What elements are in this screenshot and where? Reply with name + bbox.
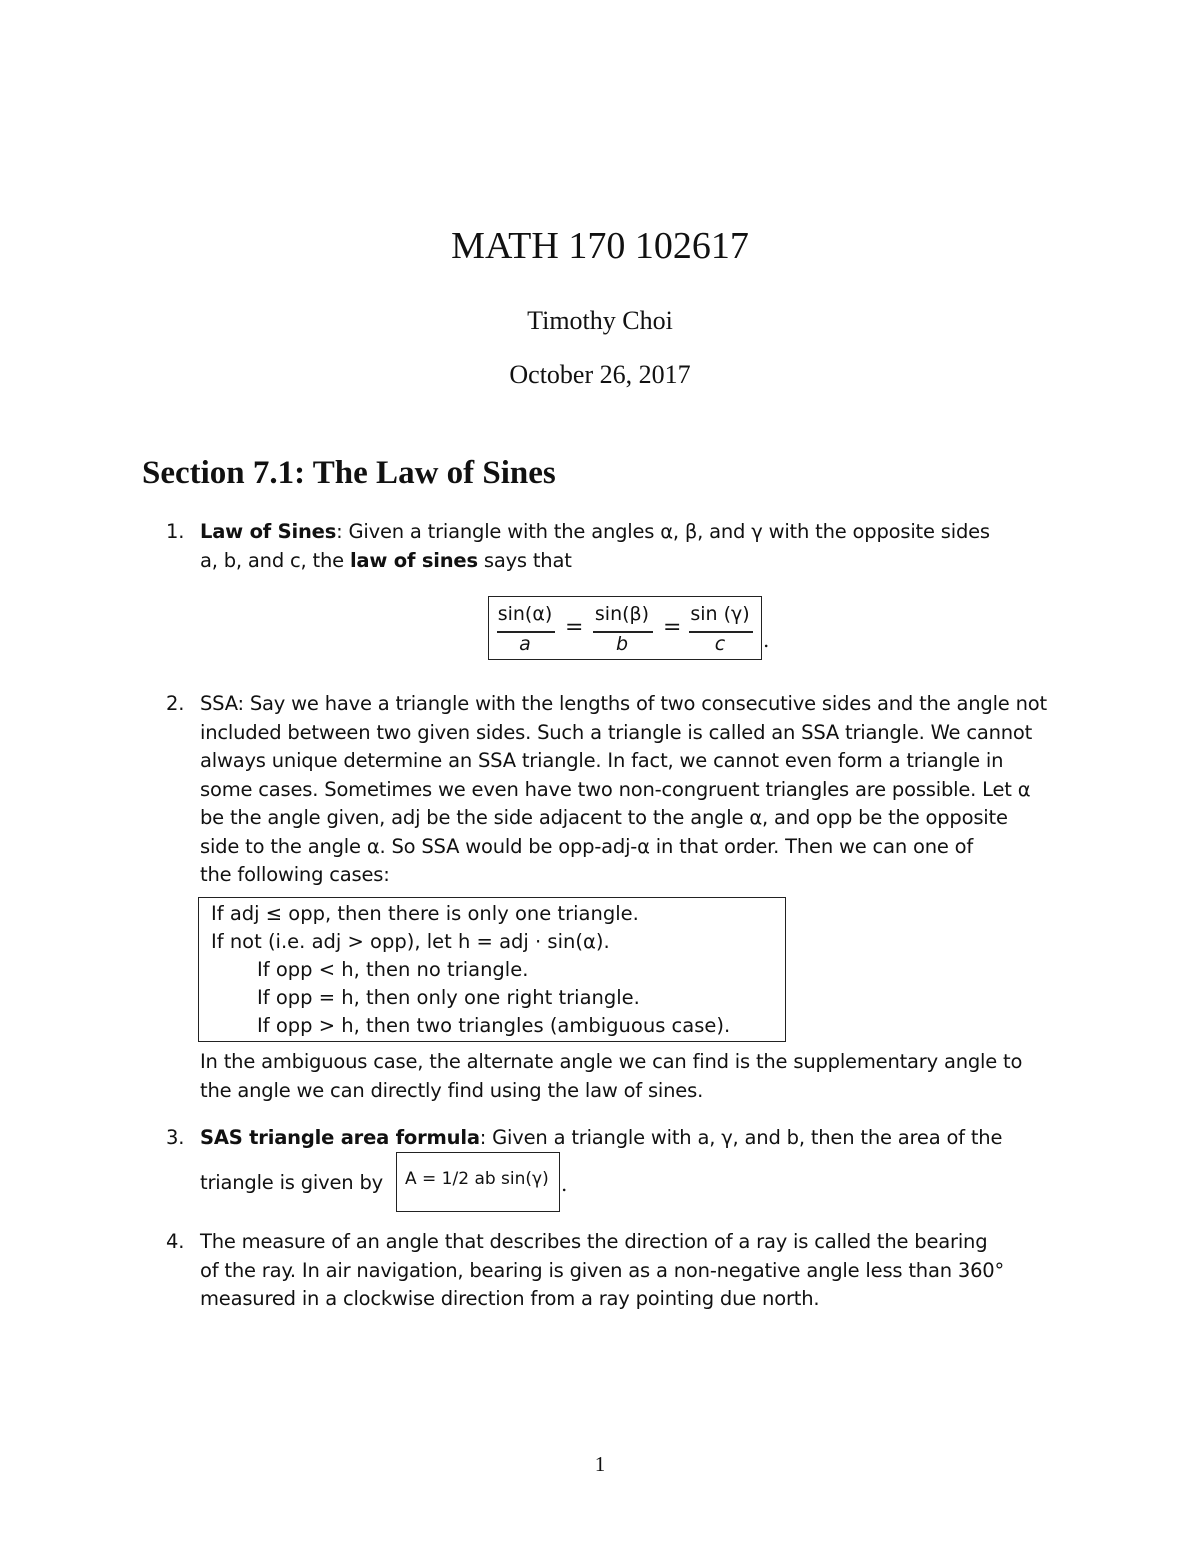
item-text-line: some cases. Sometimes we even have two non-congruent triangles are possible. Let α bbox=[200, 777, 1031, 801]
section-title: Section 7.1: The Law of Sines bbox=[142, 455, 556, 491]
sas-area-formula-box bbox=[396, 1152, 560, 1212]
case-line: If opp < h, then no triangle. bbox=[257, 958, 529, 981]
item-text: says that bbox=[483, 548, 572, 572]
document-author: Timothy Choi bbox=[527, 306, 673, 335]
numerator-sin-beta: sin(β) bbox=[594, 603, 650, 625]
case-line: If adj ≤ opp, then there is only one triangle. bbox=[211, 902, 639, 925]
item-text-line: be the angle given, adj be the side adjacent to the angle α, and opp be the opposite bbox=[200, 806, 1008, 829]
item-text: triangle is given by bbox=[200, 1171, 383, 1194]
numerator-sin-gamma: sin (γ) bbox=[690, 603, 750, 625]
document-title: MATH 170 102617 bbox=[451, 225, 749, 267]
denominator-b: b bbox=[615, 633, 629, 655]
item-text-line: included between two given sides. Such a triangle is called an SSA triangle. We cannot bbox=[200, 720, 1033, 744]
sas-area-formula: A = 1/2 ab sin(γ) bbox=[405, 1169, 549, 1189]
case-line: If opp > h, then two triangles (ambiguous case). bbox=[257, 1014, 731, 1037]
item-text: : Given a triangle with a, γ, and b, then the area of the bbox=[479, 1126, 1003, 1149]
ssa-cases-box bbox=[198, 897, 786, 1042]
item-text-line: the angle we can directly find using the law of sines. bbox=[200, 1078, 704, 1102]
item-text-line: of the ray. In air navigation, bearing is given as a non-negative angle less than 360° bbox=[200, 1258, 1005, 1282]
term-law-of-sines: Law of Sines bbox=[200, 520, 337, 543]
denominator-a: a bbox=[519, 633, 531, 655]
sas-area-line2 bbox=[168, 1169, 1063, 1198]
document-date: October 26, 2017 bbox=[509, 360, 691, 389]
list-item-ssa bbox=[168, 690, 1063, 890]
list-item-bearing bbox=[168, 1228, 1063, 1314]
list-item-sas-area bbox=[168, 1124, 1063, 1153]
item-text-line: the following cases: bbox=[200, 863, 390, 886]
equals-sign: = bbox=[663, 615, 682, 640]
page-number: 1 bbox=[594, 1452, 606, 1476]
denominator-c: c bbox=[714, 633, 726, 655]
case-line: If not (i.e. adj > opp), let h = adj · sin(α). bbox=[211, 930, 610, 953]
item-number: 2. bbox=[166, 692, 185, 715]
term-sas-area-formula: SAS triangle area formula bbox=[200, 1126, 480, 1149]
formula-period: . bbox=[763, 628, 770, 652]
term-law-of-sines-inline: law of sines bbox=[349, 548, 478, 572]
law-of-sines-formula-box bbox=[488, 596, 762, 660]
equals-sign: = bbox=[565, 615, 584, 640]
list-item-law-of-sines bbox=[168, 518, 1063, 575]
formula-period: . bbox=[561, 1172, 568, 1196]
item-text-line: SSA: Say we have a triangle with the lengths of two consecutive sides and the angle not bbox=[200, 692, 1047, 715]
item-text: : Given a triangle with the angles α, β, and γ with the opposite sides bbox=[336, 520, 990, 543]
item-text-line: always unique determine an SSA triangle. In fact, we cannot even form a triangle in bbox=[200, 749, 1004, 772]
ssa-ambiguous-note bbox=[168, 1048, 1063, 1105]
item-text-line: In the ambiguous case, the alternate angle we can find is the supplementary angle to bbox=[200, 1050, 1023, 1073]
item-text-line: The measure of an angle that describes the direction of a ray is called the bearing bbox=[200, 1230, 988, 1253]
item-number: 3. bbox=[166, 1126, 185, 1149]
item-text: a, b, and c, the bbox=[200, 548, 344, 572]
case-line: If opp = h, then only one right triangle. bbox=[257, 986, 640, 1009]
numerator-sin-alpha: sin(α) bbox=[497, 603, 553, 625]
item-number: 4. bbox=[166, 1230, 185, 1253]
item-text-line: measured in a clockwise direction from a ray pointing due north. bbox=[200, 1287, 820, 1310]
item-number: 1. bbox=[166, 520, 185, 543]
item-text-line: side to the angle α. So SSA would be opp-adj-α in that order. Then we can one of bbox=[200, 834, 974, 858]
